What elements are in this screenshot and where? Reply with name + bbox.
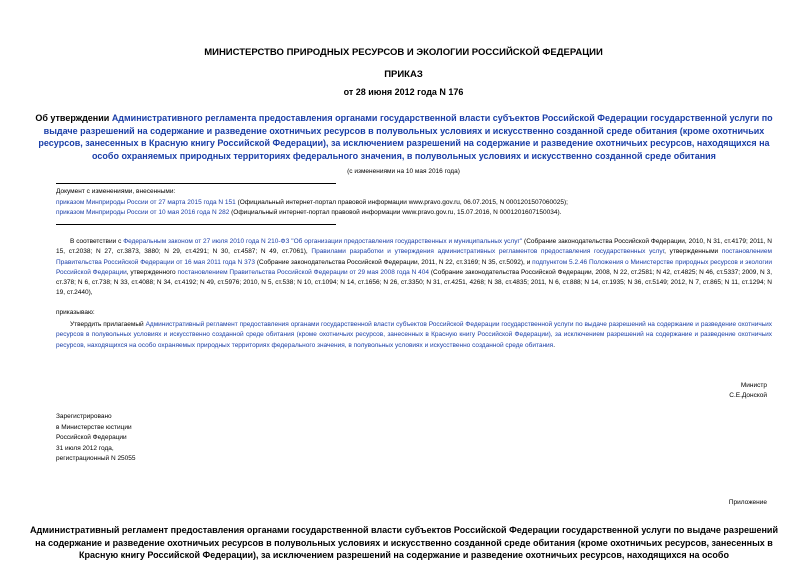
regulation-link[interactable]: Административный регламент предоставления органами государственной власти субъектов Российской Федерации государственной услуги по выдаче разрешений на содержание и разведение охотничьих ресурсов в полувольных условиях и искусственно созданной среде обитания (кроме охотничьих ресурсов, занесенных в Красную книгу Российской Федерации), за исключением разрешений на содержание и разведение охотничьих ресурсов, находящихся на особо охраняемых природных территориях федерального значения, в полувольных условиях и искусственно созданной среде обитания xyxy=(56,321,773,349)
divider-bottom xyxy=(56,224,336,225)
para1-text-5: , утвержденного xyxy=(126,268,178,276)
law-210-link[interactable]: Федеральным законом от 27 июля 2010 года N 210-ФЗ "Об организации предоставления государственных и муниципальных услуг" xyxy=(123,238,523,245)
registration-block xyxy=(56,412,136,465)
para1-text-4: (Собрание законодательства Российской Федерации, 2011, N 22, ст.3169; N 35, ст.5092), и xyxy=(255,258,533,266)
doc-type-heading: ПРИКАЗ xyxy=(384,69,423,80)
edition-note: (с изменениями на 10 мая 2016 года) xyxy=(347,168,460,175)
para2-text-1: Утвердить прилагаемый xyxy=(70,321,146,328)
registration-line: Российской Федерации xyxy=(56,434,127,441)
order-word: приказываю: xyxy=(56,309,95,316)
signer-position: Министр xyxy=(740,382,767,389)
title-prefix: Об утверждении xyxy=(35,113,112,123)
rules-link[interactable]: Правилами разработки и утверждения административных регламентов предоставления государственных услуг xyxy=(311,248,665,256)
decree-404-link[interactable]: постановлением Правительства Российской Федерации от 29 мая 2008 года N 404 xyxy=(177,268,429,276)
registration-line: в Министерстве юстиции xyxy=(56,423,132,431)
para2-text-2: . xyxy=(553,341,556,349)
signature-block xyxy=(647,381,767,402)
doc-date-number: от 28 июня 2012 года N 176 xyxy=(343,87,464,97)
doc-title xyxy=(28,112,780,162)
para1-text-6: (Собрание законодательства Российской Федерации, 2008, N 22, ст.2581; N 42, ст.4825; N 46, ст.5337; 2009, N 3, ст.378; N 6, ст.738; N 33, ст.4088; N 34, ст.4192; N 49, ст.5976; 2010, N 5, ст.538; N 10, ст.1094; N 14, ст.1656; N 26, ст.3350; N 31, ст.4251, 4268; N 38, ст.4835; 2011, N 6, ст.888; N 14, ст.1935; N 36, ст.5149; 2012, N 7, ст.865; N 11, ст.1294; N 19, ст.2440), xyxy=(56,268,773,297)
para1-text-2: (Собрание законодательства Российской Федерации, 2010, N 31, ст.4179; 2011, N 15, ст.2038; N 27, ст.3873, 3880; N 29, ст.4291; N 30, ст.4587; N 49, ст.7061), xyxy=(56,238,773,256)
changes-intro: Документ с изменениями, внесенными: xyxy=(56,188,176,195)
ministry-heading: МИНИСТЕРСТВО ПРИРОДНЫХ РЕСУРСОВ И ЭКОЛОГИИ РОССИЙСКОЙ ФЕДЕРАЦИИ xyxy=(204,47,603,58)
changes-link-2[interactable]: приказом Минприроды России от 10 мая 2016 года N 282 xyxy=(56,209,230,216)
appendix-label: Приложение xyxy=(728,499,767,506)
regulation-title: Административный регламент предоставления органами государственной власти субъектов Российской Федерации государственной услуги по выдаче разрешений на содержание и разведение охотничьих ресурсов в полувольных условиях и искусственно созданной среде обитания (кроме охотничьих ресурсов, занесенных в Красную книгу Российской Федерации), за исключением разрешений на содержание и разведение охотничьих ресурсов, находящихся на особо xyxy=(30,525,778,560)
changes-item-2-text: (Официальный интернет-портал правовой информации www.pravo.gov.ru, 15.07.2016, N 0001201607150034). xyxy=(229,209,562,216)
registration-line: Зарегистрировано xyxy=(56,413,112,420)
changes-item xyxy=(56,198,756,209)
registration-line: 31 июля 2012 года, xyxy=(56,444,114,452)
subclause-link[interactable]: подпунктом 5.2.46 Положения о Министерстве природных ресурсов и экологии Российской Федерации xyxy=(56,258,772,276)
divider-top xyxy=(56,183,336,184)
changes-item xyxy=(56,208,756,219)
approve-paragraph xyxy=(56,320,772,351)
para1-text-3: , утвержденными xyxy=(664,248,722,256)
para1-text-1: В соответствии с xyxy=(70,238,124,245)
title-link[interactable]: Административного регламента предоставления органами государственной власти субъектов Российской Федерации государственной услуги по выдаче разрешений на содержание и разведение охотничьих ресурсов в полувольных условиях и искусственно созданной среде обитания (кроме охотничьих ресурсов, занесенных в Красную книгу Российской Федерации), за исключением разрешений на содержание и разведение охотничьих ресурсов, находящихся на особо охраняемых природных территориях федерального значения, в полувольных условиях и искусственно созданной среде обитания xyxy=(38,113,773,161)
changes-item-1-text: (Официальный интернет-портал правовой информации www.pravo.gov.ru, 06.07.2015, N 0001201507060025); xyxy=(235,198,568,206)
changes-link-1[interactable]: приказом Минприроды России от 27 марта 2015 года N 151 xyxy=(56,198,236,206)
preamble-paragraph xyxy=(56,237,772,299)
signer-name: С.Е.Донской xyxy=(729,392,767,400)
registration-line: регистрационный N 25055 xyxy=(56,455,136,462)
decree-373-link[interactable]: постановлением Правительства Российской Федерации от 16 мая 2011 года N 373 xyxy=(56,248,772,266)
changes-block xyxy=(56,187,756,219)
